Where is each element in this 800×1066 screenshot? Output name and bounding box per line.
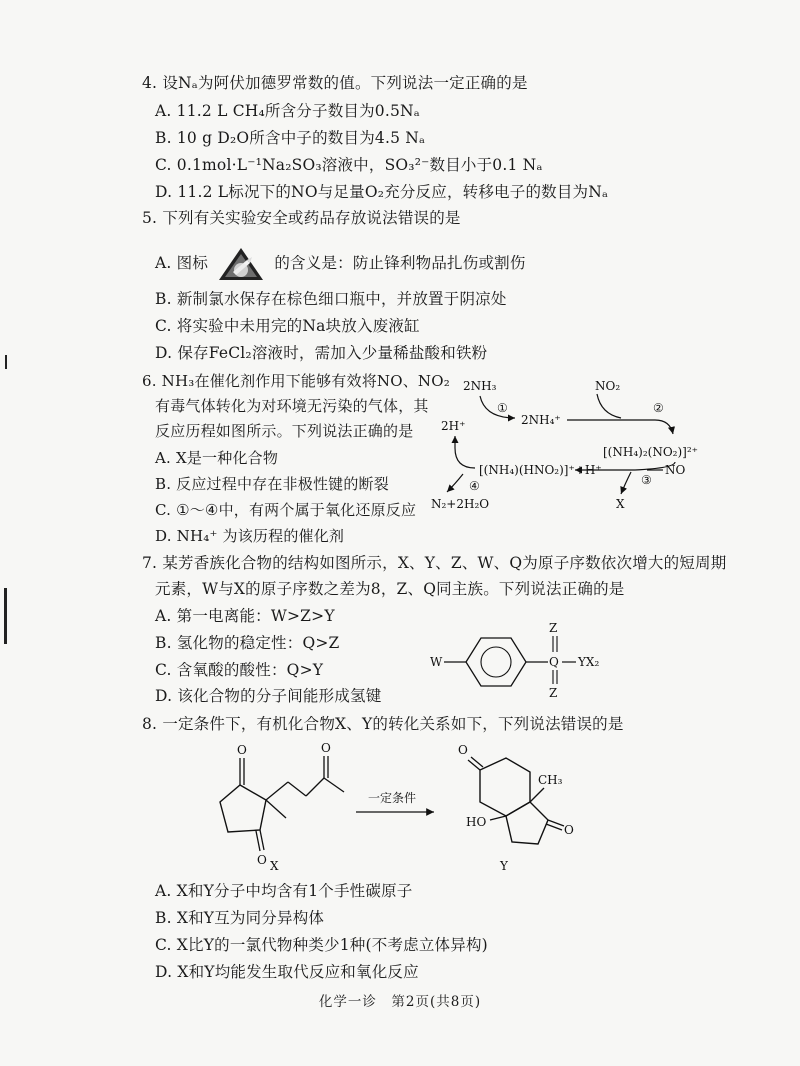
q6-x-release-arrow xyxy=(621,472,631,494)
q5-option-b: B. 新制氯水保存在棕色细口瓶中，并放置于阴凉处 xyxy=(155,290,507,308)
q6-stem-line3: 反应历程如图所示。下列说法正确的是 xyxy=(155,422,414,440)
q8-option-b: B. X和Y互为同分异构体 xyxy=(155,909,325,927)
q7-option-b: B. 氢化物的稳定性：Q>Z xyxy=(155,634,340,652)
q6-x-label: X xyxy=(616,497,625,511)
q7-q-atom: Q xyxy=(549,655,559,669)
q6-nh4-label: 2NH₄⁺ xyxy=(521,413,561,427)
q5-option-a-suffix: 的含义是：防止锋利物品扎伤或割伤 xyxy=(274,254,526,272)
q4-option-d: D. 11.2 L标况下的NO与足量O₂充分反应，转移电子的数目为Nₐ xyxy=(155,183,609,201)
q6-no2-label: NO₂ xyxy=(595,379,621,393)
q6-products-label: N₂+2H₂O xyxy=(431,497,490,511)
q6-step3-label: ③ xyxy=(641,473,652,487)
q5-option-d: D. 保存FeCl₂溶液时，需加入少量稀盐酸和铁粉 xyxy=(155,344,488,362)
q6-h-label: 2H⁺ xyxy=(441,419,466,433)
q6-step2-label: ② xyxy=(653,401,664,415)
q6-products-arrow xyxy=(447,474,463,492)
scan-mark-bottom xyxy=(4,588,7,644)
q6-step1-label: ① xyxy=(497,401,508,415)
q5-stem: 5. 下列有关实验安全或药品存放说法错误的是 xyxy=(142,209,461,227)
q7-structure-diagram xyxy=(426,620,636,700)
q5-option-c: C. 将实验中未用完的Na块放入废液缸 xyxy=(155,317,420,335)
q7-z-top-atom: Z xyxy=(549,621,558,635)
q6-option-b: B. 反应过程中存在非极性键的断裂 xyxy=(155,475,389,493)
q7-stem-line1: 7. 某芳香族化合物的结构如图所示，X、Y、Z、W、Q为原子序数依次增大的短周期 xyxy=(142,554,727,572)
q6-step4-label: ④ xyxy=(469,479,480,493)
q8-y-top-oxygen: O xyxy=(458,743,468,757)
sharp-object-safety-icon xyxy=(217,246,265,282)
q7-aromatic-circle xyxy=(481,647,511,677)
q8-x-ketone-oxygen: O xyxy=(321,741,331,755)
q6-no-label: NO xyxy=(665,463,686,477)
q4-option-a: A. 11.2 L CH₄所含分子数目为0.5Nₐ xyxy=(155,102,420,120)
q6-arrow-step4 xyxy=(455,436,475,468)
q7-option-a: A. 第一电离能：W>Z>Y xyxy=(155,607,335,625)
q6-nh3-label: 2NH₃ xyxy=(463,379,497,393)
q6-option-d: D. NH₄⁺ 为该历程的催化剂 xyxy=(155,527,345,545)
q4-option-c: C. 0.1mol·L⁻¹Na₂SO₃溶液中，SO₃²⁻数目小于0.1 Nₐ xyxy=(155,156,543,174)
q8-label-y: Y xyxy=(500,859,508,870)
q8-x-top-oxygen: O xyxy=(237,743,247,757)
q8-y-ketone-oxygen: O xyxy=(564,823,574,837)
q6-stem-line1: 6. NH₃在催化剂作用下能够有效将NO、NO₂ xyxy=(142,372,450,390)
q8-label-x: X xyxy=(270,859,279,870)
q8-option-c: C. X比Y的一氯代物种类少1种(不考虑立体异构) xyxy=(155,936,488,954)
q6-option-a: A. X是一种化合物 xyxy=(155,449,279,467)
q8-methyl-label: CH₃ xyxy=(538,773,563,787)
q7-w-atom: W xyxy=(430,655,443,669)
q8-hydroxyl-label: HO xyxy=(466,815,487,829)
q6-complex2-label: [(NH₄)(HNO₂)]⁺+H⁺ xyxy=(479,463,602,477)
q8-option-a: A. X和Y分子中均含有1个手性碳原子 xyxy=(155,882,413,900)
q4-option-b: B. 10 g D₂O所含中子的数目为4.5 Nₐ xyxy=(155,129,426,147)
q7-z-bottom-atom: Z xyxy=(549,686,558,700)
q4-stem: 4. 设Nₐ为阿伏加德罗常数的值。下列说法一定正确的是 xyxy=(142,74,528,92)
page-footer: 化学一诊 第2页(共8页) xyxy=(318,994,482,1010)
q8-option-d: D. X和Y均能发生取代反应和氧化反应 xyxy=(155,963,419,981)
q8-stem: 8. 一定条件下，有机化合物X、Y的转化关系如下，下列说法错误的是 xyxy=(142,715,624,733)
q8-molecule-y xyxy=(458,743,574,844)
q6-reaction-cycle-diagram xyxy=(425,376,705,526)
q7-yx2-group: YX₂ xyxy=(578,655,600,669)
q7-stem-line2: 元素，W与X的原子序数之差为8，Z、Q同主族。下列说法正确的是 xyxy=(155,580,625,598)
q7-option-c: C. 含氧酸的酸性：Q>Y xyxy=(155,661,324,679)
q5-option-a xyxy=(155,246,526,282)
q7-option-d: D. 该化合物的分子间能形成氢键 xyxy=(155,687,382,705)
q6-complex1-label: [(NH₄)₂(NO₂)]²⁺ xyxy=(603,445,698,459)
q5-option-a-prefix: A. 图标 xyxy=(155,254,209,272)
q8-condition-label: 一定条件 xyxy=(368,791,417,805)
q6-option-c: C. ①～④中，有两个属于氧化还原反应 xyxy=(155,501,417,519)
q8-x-bottom-oxygen: O xyxy=(257,853,267,867)
q6-no2-feed-arrow xyxy=(597,394,621,418)
q8-reaction-scheme xyxy=(200,740,600,870)
scan-mark-top xyxy=(5,355,7,369)
q6-arrow-step2 xyxy=(567,420,673,434)
q8-molecule-x xyxy=(220,741,344,867)
q7-benzene-ring xyxy=(466,638,526,686)
q6-stem-line2: 有毒气体转化为对环境无污染的气体，其 xyxy=(155,397,429,415)
